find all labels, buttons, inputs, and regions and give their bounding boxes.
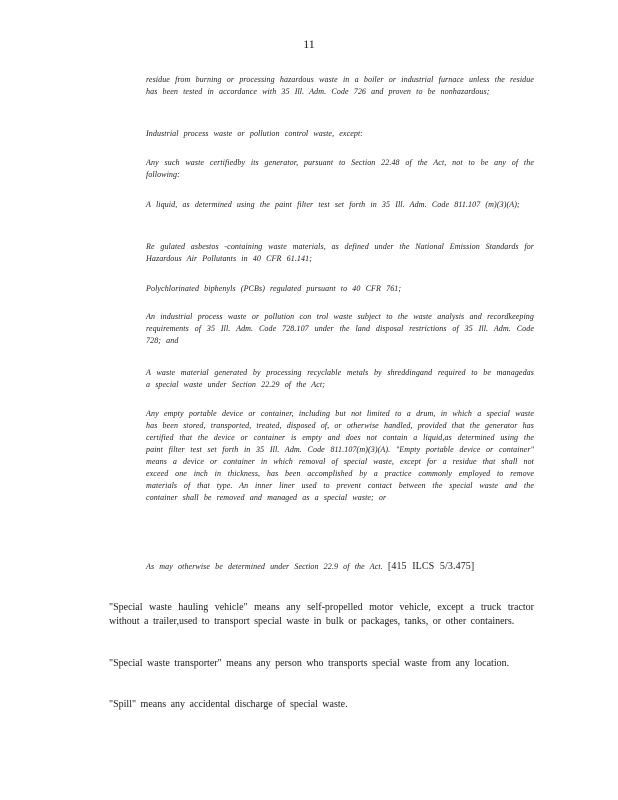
paragraph-asbestos: Re gulated asbestos -containing waste materials, as defined under the National Emission Standards for Hazardous Air Pollutants in 40 CFR 61.141;	[146, 242, 534, 263]
definition-transporter: "Special waste transporter" means any person who transports special waste from any location.	[109, 658, 510, 669]
paragraph-empty-container: Any empty portable device or container, including but not limited to a drum, in which a special waste has been stored, transported, treated, disposed of, or otherwise handled, provided that the generator has certified that the device or container is empty and does not contain a liquid,as determined using the paint filter test set forth in 35 Ill. Adm. Code 811.107(m)(3)(A). "Empty portable device or container" means a device or container in which removal of special waste, except for a residue that shall not exceed one inch in thickness, has been accomplished by a practice commonly employed to remove materials of that type. An inner liner used to prevent contact between the special waste and the container shall be removed and managed as a special waste; or	[146, 409, 534, 502]
paragraph-otherwise-determined	[146, 561, 534, 573]
paragraph-certified-waste: Any such waste certifiedby its generator, pursuant to Section 22.48 of the Act, not to be any of the following:	[146, 158, 534, 179]
paragraph-industrial-process-waste: Industrial process waste or pollution control waste, except:	[146, 129, 364, 138]
paragraph-liquid: A liquid, as determined using the paint filter test set forth in 35 Ill. Adm. Code 811.107 (m)(3)(A);	[146, 200, 520, 209]
definition-hauling-vehicle: "Special waste hauling vehicle" means any self-propelled motor vehicle, except a truck tractor without a trailer,used to transport special waste in bulk or packages, tanks, or other containers.	[109, 602, 534, 627]
page-number: 11	[303, 37, 315, 51]
statute-citation: [415 ILCS 5/3.475]	[387, 561, 475, 572]
paragraph-residue: residue from burning or processing hazardous waste in a boiler or industrial furnace unless the residue has been tested in accordance with 35 Ill. Adm. Code 726 and proven to be nonhazardous;	[146, 75, 534, 96]
paragraph-pcbs: Polychlorinated biphenyls (PCBs) regulated pursuant to 40 CFR 761;	[146, 284, 402, 293]
definition-spill: "Spill" means any accidental discharge of special waste.	[109, 699, 348, 710]
paragraph-recyclable-metals: A waste material generated by processing recyclable metals by shreddingand required to be managedas a special waste under Section 22.29 of the Act;	[146, 368, 534, 389]
paragraph-land-disposal: An industrial process waste or pollution con trol waste subject to the waste analysis and recordkeeping requirements of 35 Ill. Adm. Code 728.107 under the land disposal restrictions of 35 Ill. Adm. Code 728; and	[146, 312, 534, 345]
otherwise-determined-text: As may otherwise be determined under Section 22.9 of the Act.	[146, 562, 383, 571]
